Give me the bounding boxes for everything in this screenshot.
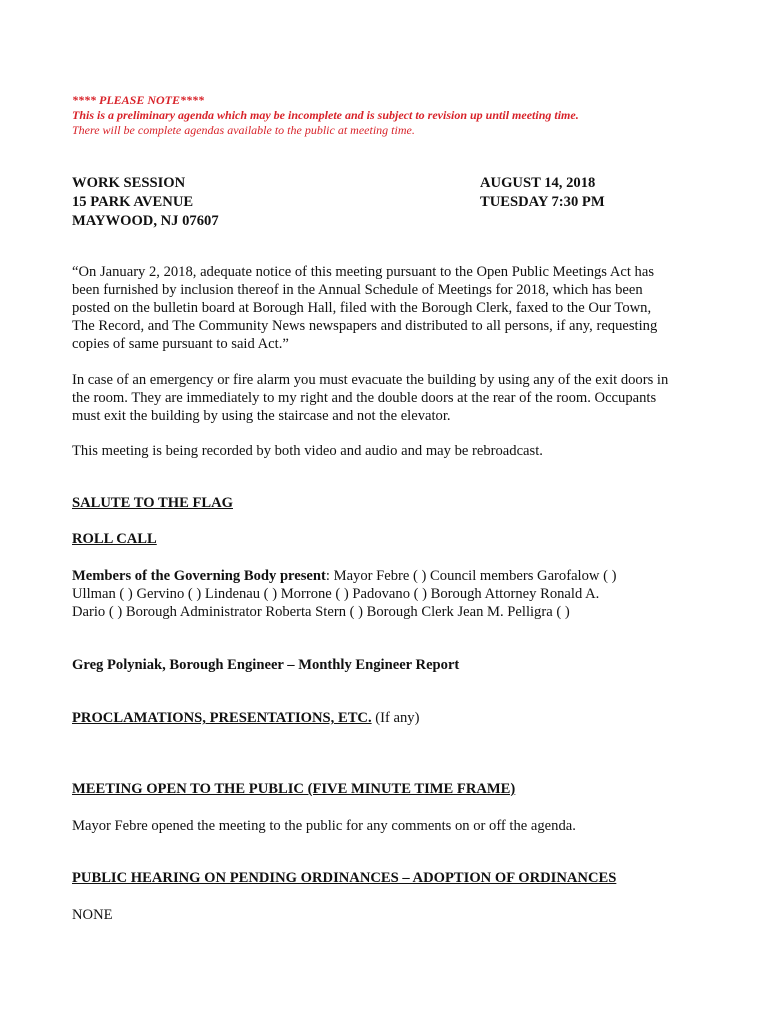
note-line-1: This is a preliminary agenda which may be incomplete and is subject to revision up until meeting time. <box>72 108 579 122</box>
notice-paragraph <box>72 263 692 353</box>
hearing-heading: PUBLIC HEARING ON PENDING ORDINANCES – ADOPTION OF ORDINANCES <box>72 870 617 886</box>
meeting-datetime <box>480 174 605 212</box>
meeting-date: AUGUST 14, 2018 <box>480 175 596 191</box>
emergency-line: In case of an emergency or fire alarm you must evacuate the building by using any of the exit doors in <box>72 372 669 388</box>
proclamations-suffix: (If any) <box>371 710 420 726</box>
meeting-city: MAYWOOD, NJ 07607 <box>72 213 219 229</box>
members-label: Members of the Governing Body present <box>72 568 326 584</box>
members-line-2: Ullman ( ) Gervino ( ) Lindenau ( ) Morrone ( ) Padovano ( ) Borough Attorney Ronald A. <box>72 586 600 602</box>
emergency-paragraph <box>72 371 692 425</box>
meeting-time: TUESDAY 7:30 PM <box>480 194 605 210</box>
hearing-text: NONE <box>72 907 113 923</box>
members-line-3: Dario ( ) Borough Administrator Roberta Stern ( ) Borough Clerk Jean M. Pelligra ( ) <box>72 604 570 620</box>
notice-line: copies of same pursuant to said Act.” <box>72 336 289 352</box>
note-title: **** PLEASE NOTE**** <box>72 93 205 107</box>
emergency-line: must exit the building by using the staircase and not the elevator. <box>72 408 451 424</box>
notice-line: “On January 2, 2018, adequate notice of this meeting pursuant to the Open Public Meetings Act has <box>72 264 654 280</box>
recording-notice: This meeting is being recorded by both video and audio and may be rebroadcast. <box>72 443 543 459</box>
meeting-address: 15 PARK AVENUE <box>72 194 194 210</box>
members-present <box>72 567 692 621</box>
roll-call-heading: ROLL CALL <box>72 531 157 547</box>
proclamations-heading: PROCLAMATIONS, PRESENTATIONS, ETC. <box>72 710 372 726</box>
salute-heading: SALUTE TO THE FLAG <box>72 495 233 511</box>
public-text: Mayor Febre opened the meeting to the public for any comments on or off the agenda. <box>72 818 576 834</box>
notice-line: been furnished by inclusion thereof in the Annual Schedule of Meetings for 2018, which has been <box>72 282 643 298</box>
notice-line: posted on the bulletin board at Borough Hall, filed with the Borough Clerk, faxed to the Our Town, <box>72 300 652 316</box>
meeting-type: WORK SESSION <box>72 175 186 191</box>
engineer-report: Greg Polyniak, Borough Engineer – Monthly Engineer Report <box>72 657 460 673</box>
emergency-line: the room. They are immediately to my right and the double doors at the rear of the room. Occupants <box>72 390 657 406</box>
preliminary-note <box>72 93 579 138</box>
note-line-2: There will be complete agendas available to the public at meeting time. <box>72 123 415 137</box>
proclamations-item <box>72 709 692 727</box>
public-heading: MEETING OPEN TO THE PUBLIC (FIVE MINUTE TIME FRAME) <box>72 781 516 797</box>
members-line-1: : Mayor Febre ( ) Council members Garofalow ( ) <box>325 568 617 584</box>
notice-line: The Record, and The Community News newspapers and distributed to all persons, if any, requesting <box>72 318 658 334</box>
meeting-location <box>72 174 219 231</box>
